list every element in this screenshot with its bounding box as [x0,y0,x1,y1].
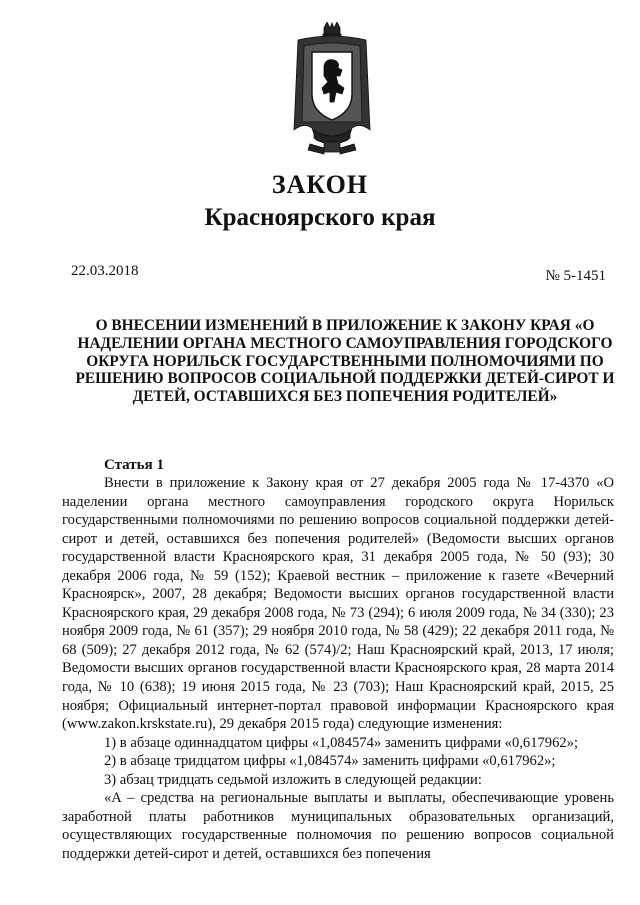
list-item: 2) в абзаце тридцатом цифры «1,084574» заменить цифрами «0,617962»; [104,753,556,770]
article-body [62,474,614,863]
article-intro-paragraph: Внести в приложение к Закону края от 27 декабря 2005 года № 17-4370 «О наделении органа местного самоуправления городского округа Норильск государственными полномочиями по решению вопросов социальной поддержки детей-сирот и детей, оставшихся без попечения родителей» (Ведомости высших органов государственной власти Красноярского края, 31 декабря 2005 года, № 50 (93); 30 декабря 2006 года, № 59 (152); Краевой вестник – приложение к газете «Вечерний Красноярск», 2007, 28 декабря; Ведомости высших органов государственной власти Красноярского края, 29 декабря 2008 года, № 73 (294); 6 июля 2009 года, № 34 (330); 23 ноября 2009 года, № 61 (357); 29 ноября 2010 года, № 58 (429); 22 декабря 2011 года, № 68 (509); 27 декабря 2012 года, № 62 (574)/2; Наш Красноярский край, 2013, 17 июля; Ведомости высших органов государственной власти Красноярского края, 28 марта 2014 года, № 10 (638); 19 июня 2015 года, № 23 (703); Наш Красноярский край, 2015, 25 ноября; Официальный интернет-портал правовой информации Красноярского края (www.zakon.krskstate.ru), 29 декабря 2015 года) следующие изменения: [62,475,614,733]
article-title: Статья 1 [104,457,164,473]
law-number: № 5-1451 [545,268,606,284]
list-item: 3) абзац тридцать седьмой изложить в следующей редакции: [104,771,482,788]
law-title: О ВНЕСЕНИИ ИЗМЕНЕНИЙ В ПРИЛОЖЕНИЕ К ЗАКОНУ КРАЯ «О НАДЕЛЕНИИ ОРГАНА МЕСТНОГО САМОУПРАВЛЕНИЯ ГОРОДСКОГО ОКРУГА НОРИЛЬСК ГОСУДАРСТВЕННЫМИ ПОЛНОМОЧИЯМИ ПО РЕШЕНИЮ ВОПРОСОВ СОЦИАЛЬНОЙ ПОДДЕРЖКИ ДЕТЕЙ-СИРОТ И ДЕТЕЙ, ОСТАВШИХСЯ БЕЗ ПОПЕЧЕНИЯ РОДИТЕЛЕЙ» [75,317,615,406]
region-subtitle: Красноярского края [204,204,436,231]
coat-of-arms-emblem [290,22,374,156]
list-item: 1) в абзаце одиннадцатом цифры «1,084574» заменить цифрами «0,617962»; [104,734,579,751]
document-type-title: ЗАКОН [271,170,369,199]
quoted-paragraph: «A – средства на региональные выплаты и выплаты, обеспечивающие уровень заработной платы работников муниципальных образовательных организаций, осуществляющих государственные полномочия по решению вопросов социальной поддержки детей-сирот и детей, оставшихся без попечения [62,790,614,862]
law-date: 22.03.2018 [71,263,139,279]
